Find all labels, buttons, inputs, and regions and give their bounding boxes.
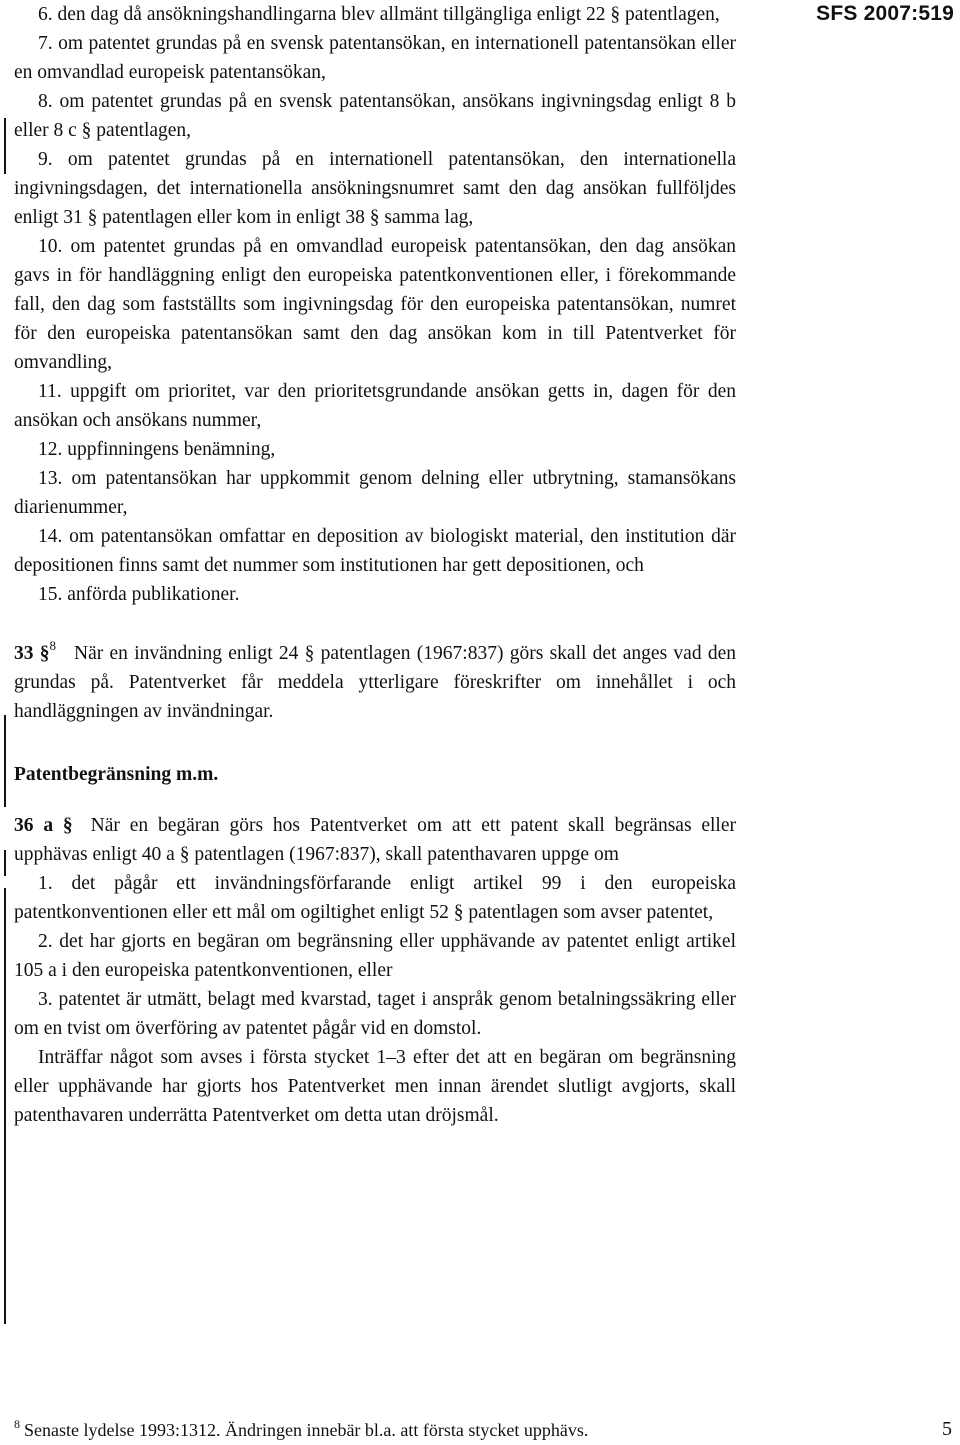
- section-number: 33 §$^8$: [14, 638, 57, 664]
- document-identifier: SFS 2007:519: [816, 2, 954, 25]
- list-item: 6. den dag då ansökningshandlingarna blev allmänt tillgängliga enligt 22 § patentlagen,: [38, 4, 720, 25]
- list-item: 7. om patentet grundas på en svensk patentansökan, en internationell patentansökan eller en omvandlad europeisk patentansökan,: [14, 33, 736, 83]
- change-bar: [4, 118, 6, 174]
- change-bar: [4, 850, 6, 876]
- footnote: [14, 1417, 588, 1441]
- section-point: 2. det har gjorts en begäran om begränsning eller upphävande av patentet enligt artikel 105 a i den europeiska patentkonventionen, eller: [14, 931, 736, 981]
- section-number: 36 a §: [14, 815, 73, 836]
- footnote-marker: 8: [14, 1417, 20, 1431]
- list-item: 11. uppgift om prioritet, var den prioritetsgrundande ansökan getts in, dagen för den ansökan och ansökans nummer,: [14, 381, 736, 431]
- list-item: 10. om patentet grundas på en omvandlad europeisk patentansökan, den dag ansökan gavs in för handläggning enligt den europeiska patentkonventionen eller, i förekommande fall, den dag som fastställts som ingivningsdag för den europeiska patentansökan, numret för den europeiska patentansökan samt den dag ansökan kom in till Patentverket för omvandling,: [14, 236, 736, 373]
- section-point: 1. det pågår ett invändningsförfarande enligt artikel 99 i den europeiska patentkonventionen eller ett mål om ogiltighet enligt 52 § patentlagen som avser patentet,: [14, 873, 736, 923]
- section-36a: [14, 811, 736, 869]
- section-point: 3. patentet är utmätt, belagt med kvarstad, taget i anspråk genom betalningssäkring eller om en tvist om överföring av patentet pågår vid en domstol.: [14, 989, 736, 1039]
- list-item: 12. uppfinningens benämning,: [38, 439, 276, 460]
- change-bar: [4, 715, 6, 807]
- section-heading: Patentbegränsning m.m.: [14, 764, 219, 785]
- footnote-text: Senaste lydelse 1993:1312. Ändringen innebär bl.a. att första stycket upphävs.: [24, 1420, 589, 1440]
- change-bar: [4, 888, 6, 1324]
- section-closing: Inträffar något som avses i första stycket 1–3 efter det att en begäran om begränsning eller upphävande har gjorts hos Patentverket men innan ärendet slutligt avgjorts, skall patenthavaren underrätta Patentverket om detta utan dröjsmål.: [14, 1047, 736, 1126]
- list-item: 9. om patentet grundas på en internationell patentansökan, den internationella ingivningsdagen, det internationella ansökningsnumret samt den dag ansökan fullföljdes enligt 31 § patentlagen eller kom in enligt 38 § samma lag,: [14, 149, 736, 228]
- footnote-ref: 8: [49, 638, 57, 653]
- list-item: 13. om patentansökan har uppkommit genom delning eller utbrytning, stamansökans diarienummer,: [14, 468, 736, 518]
- section-intro: När en begäran görs hos Patentverket om att ett patent skall begränsas eller upphävas enligt 40 a § patentlagen (1967:837), skall patenthavaren uppge om: [14, 815, 736, 865]
- section-33: [14, 631, 736, 726]
- list-item: 14. om patentansökan omfattar en deposition av biologiskt material, den institution där depositionen finns samt det nummer som institutionen har gett depositionen, och: [14, 526, 736, 576]
- list-item: 15. anförda publikationer.: [38, 584, 240, 605]
- document-body: [14, 0, 736, 1130]
- page-number: 5: [942, 1418, 952, 1440]
- section-text: När en invändning enligt 24 § patentlagen (1967:837) görs skall det anges vad den grundas på. Patentverket får meddela ytterligare föreskrifter om innehållet i och handläggningen av invändningar.: [14, 643, 737, 722]
- list-item: 8. om patentet grundas på en svensk patentansökan, ansökans ingivningsdag enligt 8 b eller 8 c § patentlagen,: [14, 91, 736, 141]
